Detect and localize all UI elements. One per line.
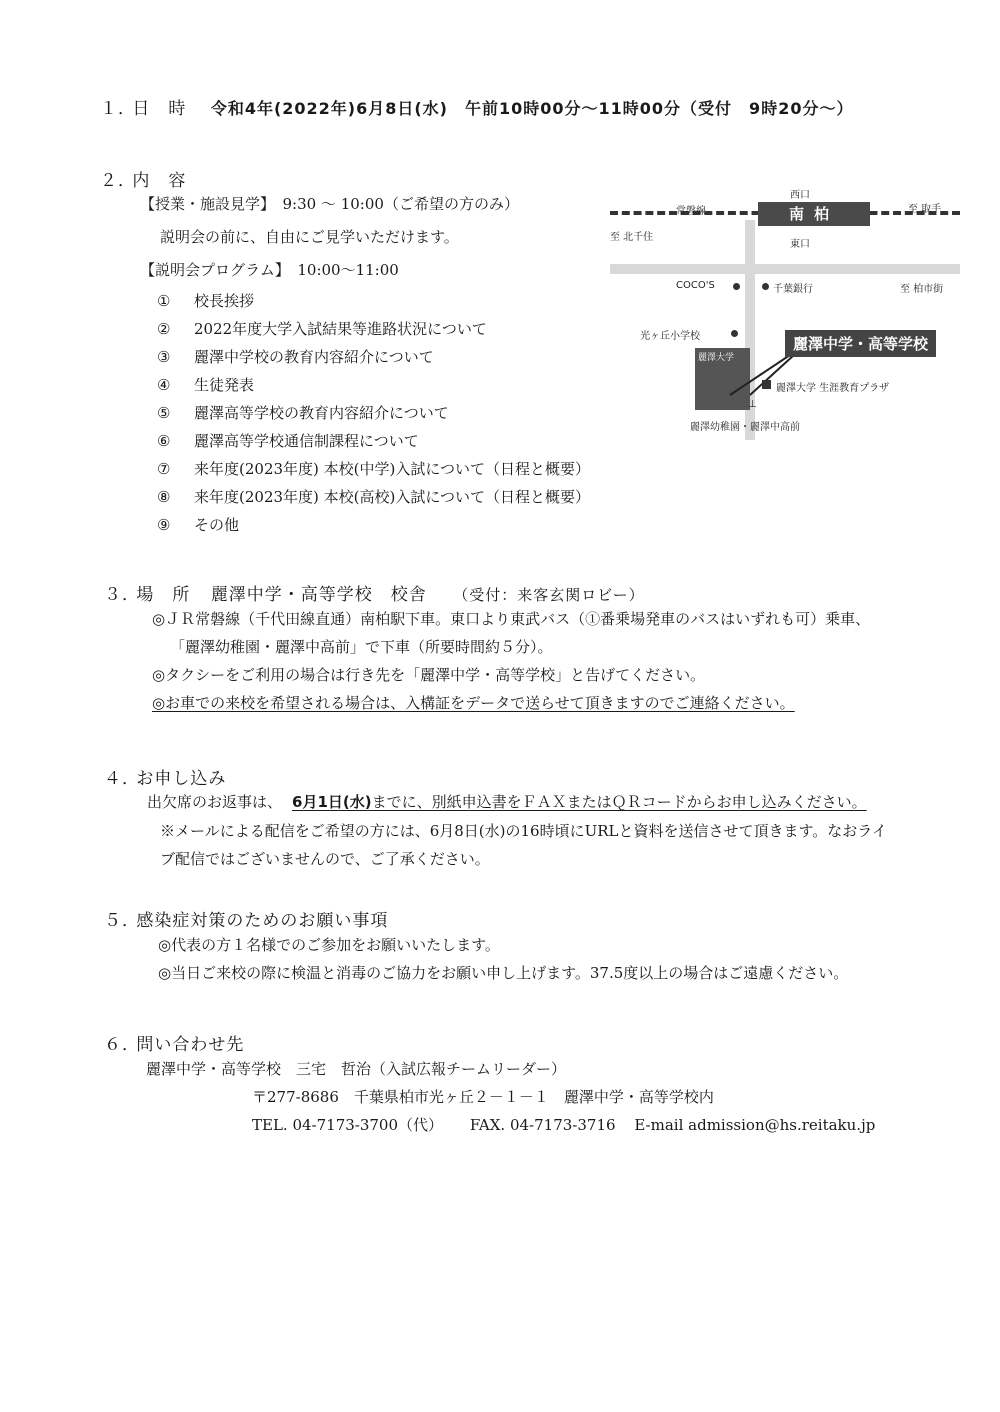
west-exit-label: 西口 xyxy=(790,190,810,201)
section-label: 場 所 xyxy=(136,585,191,605)
contact-address: 〒277-8686 千葉県柏市光ヶ丘２－１－１ 麗澤中学・高等学校内 xyxy=(252,1088,714,1106)
section-label: 日 時 xyxy=(132,99,187,119)
item-mark: ② xyxy=(157,320,171,338)
deadline-date: 6月1日(水) xyxy=(292,793,372,811)
program-item xyxy=(157,458,590,479)
online-note-line-1: ※メールによる配信をご希望の方には、6月8日(水)の16時頃にURLと資料を送信させて頂きます。なおライ xyxy=(160,822,887,840)
bank-label: 千葉銀行 xyxy=(773,284,813,295)
online-note-line-2: ブ配信ではございませんので、ご了承ください。 xyxy=(160,850,490,868)
section-application xyxy=(104,764,226,789)
item-mark: ⑦ xyxy=(157,460,171,478)
cocos-label: COCO'S xyxy=(676,280,715,291)
deadline-prefix: 出欠席のお返事は、 xyxy=(147,793,283,811)
email-address[interactable]: E-mail admission@hs.reitaku.jp xyxy=(634,1116,876,1134)
tel-number: TEL. 04-7173-3700（代） xyxy=(252,1116,444,1134)
plaza-label: 麗澤大学 生涯教育プラザ xyxy=(776,383,890,394)
bank-marker xyxy=(762,283,769,290)
item-text: 生徒発表 xyxy=(194,376,255,394)
program-item xyxy=(157,374,254,395)
program-item xyxy=(157,486,590,507)
section-label: 問い合わせ先 xyxy=(136,1035,245,1055)
section-infection xyxy=(104,906,388,931)
access-map xyxy=(610,180,960,440)
cocos-marker xyxy=(733,283,740,290)
section-number: ４． xyxy=(104,769,140,789)
section-contact xyxy=(104,1030,244,1055)
east-exit-label: 東口 xyxy=(790,239,810,250)
item-mark: ⑨ xyxy=(157,516,171,534)
section-datetime xyxy=(100,94,853,119)
event-datetime: 令和4年(2022年)6月8日(水) 午前10時00分～11時00分（受付 9時20分～） xyxy=(210,99,854,118)
infection-note-1: ◎代表の方１名様でのご参加をお願いいたします。 xyxy=(158,936,500,954)
contact-numbers xyxy=(252,1114,875,1135)
to-toride-label: 至 取手 xyxy=(908,204,942,215)
section-label: 感染症対策のためのお願い事項 xyxy=(136,911,389,931)
school-label: 麗澤中学・高等学校 xyxy=(785,330,936,357)
access-line-2: 「麗澤幼稚園・麗澤中高前」で下車（所要時間約５分）。 xyxy=(170,638,553,656)
item-mark: ⑤ xyxy=(157,404,171,422)
section-label: お申し込み xyxy=(136,769,227,789)
to-kitasenju-label: 至 北千住 xyxy=(610,232,654,243)
program-item xyxy=(157,346,434,367)
university-label: 麗澤大学 xyxy=(698,353,735,363)
section-number: ６． xyxy=(104,1035,140,1055)
item-mark: ④ xyxy=(157,376,171,394)
bus-stop-label: 麗澤幼稚園・麗澤中高前 xyxy=(690,422,800,433)
item-mark: ③ xyxy=(157,348,171,366)
program-item xyxy=(157,318,487,339)
contact-person: 麗澤中学・高等学校 三宅 哲治（入試広報チームリーダー） xyxy=(146,1060,567,1078)
item-mark: ⑥ xyxy=(157,432,171,450)
elementary-school-marker xyxy=(731,330,738,337)
item-text: 麗澤中学校の教育内容紹介について xyxy=(194,348,434,366)
tour-heading: 【授業・施設見学】 9:30 ～ 10:00（ご希望の方のみ） xyxy=(140,195,519,213)
fax-number: FAX. 04-7173-3716 xyxy=(469,1116,616,1134)
station-box: 南柏 xyxy=(758,202,870,226)
location-value: 麗澤中学・高等学校 校舎 xyxy=(210,585,427,605)
to-kashiwa-label: 至 柏市街 xyxy=(900,284,944,295)
item-text: 来年度(2023年度) 本校(高校)入試について（日程と概要） xyxy=(194,488,591,506)
item-text: 麗澤高等学校の教育内容紹介について xyxy=(194,404,449,422)
section-location xyxy=(104,580,645,605)
item-mark: ⑧ xyxy=(157,488,171,506)
item-text: 来年度(2023年度) 本校(中学)入試について（日程と概要） xyxy=(194,460,591,478)
deadline-suffix: までに、別紙申込書をＦＡＸまたはＱＲコードからお申し込みください。 xyxy=(371,793,867,811)
plaza-marker xyxy=(762,380,771,389)
infection-note-2: ◎当日ご来校の際に検温と消毒のご協力をお願い申し上げます。37.5度以上の場合はご遠慮ください。 xyxy=(158,964,849,982)
section-number: ５． xyxy=(104,911,140,931)
program-item xyxy=(157,290,254,311)
elementary-school-label: 光ヶ丘小学校 xyxy=(640,331,700,342)
item-text: 麗澤高等学校通信制課程について xyxy=(194,432,419,450)
section-content-heading xyxy=(100,166,186,191)
item-mark: ① xyxy=(157,292,171,310)
reception-note: （受付：来客玄関ロビー） xyxy=(453,586,645,604)
section-number: ３． xyxy=(104,585,140,605)
section-number: １． xyxy=(100,99,136,119)
program-item xyxy=(157,430,419,451)
line-label: 常磐線 xyxy=(676,206,706,217)
item-text: その他 xyxy=(194,516,240,534)
car-note: ◎お車での来校を希望される場合は、入構証をデータで送らせて頂きますのでご連絡ください。 xyxy=(152,694,795,712)
program-item xyxy=(157,514,239,535)
section-number: ２． xyxy=(100,171,136,191)
program-item xyxy=(157,402,449,423)
bus-stop-icon: ⊥ xyxy=(748,399,757,410)
item-text: 2022年度大学入試結果等進路状況について xyxy=(194,320,487,338)
application-deadline xyxy=(147,791,867,812)
tour-note: 説明会の前に、自由にご見学いただけます。 xyxy=(160,228,459,246)
program-heading: 【説明会プログラム】 10:00～11:00 xyxy=(140,261,399,279)
road xyxy=(610,264,960,274)
item-text: 校長挨拶 xyxy=(194,292,255,310)
section-label: 内 容 xyxy=(132,171,187,191)
access-line-1: ◎ＪＲ常磐線（千代田線直通）南柏駅下車。東口より東武バス（①番乗場発車のバスはいずれも可）乗車、 xyxy=(152,610,871,628)
taxi-note: ◎タクシーをご利用の場合は行き先を「麗澤中学・高等学校」と告げてください。 xyxy=(152,666,706,684)
